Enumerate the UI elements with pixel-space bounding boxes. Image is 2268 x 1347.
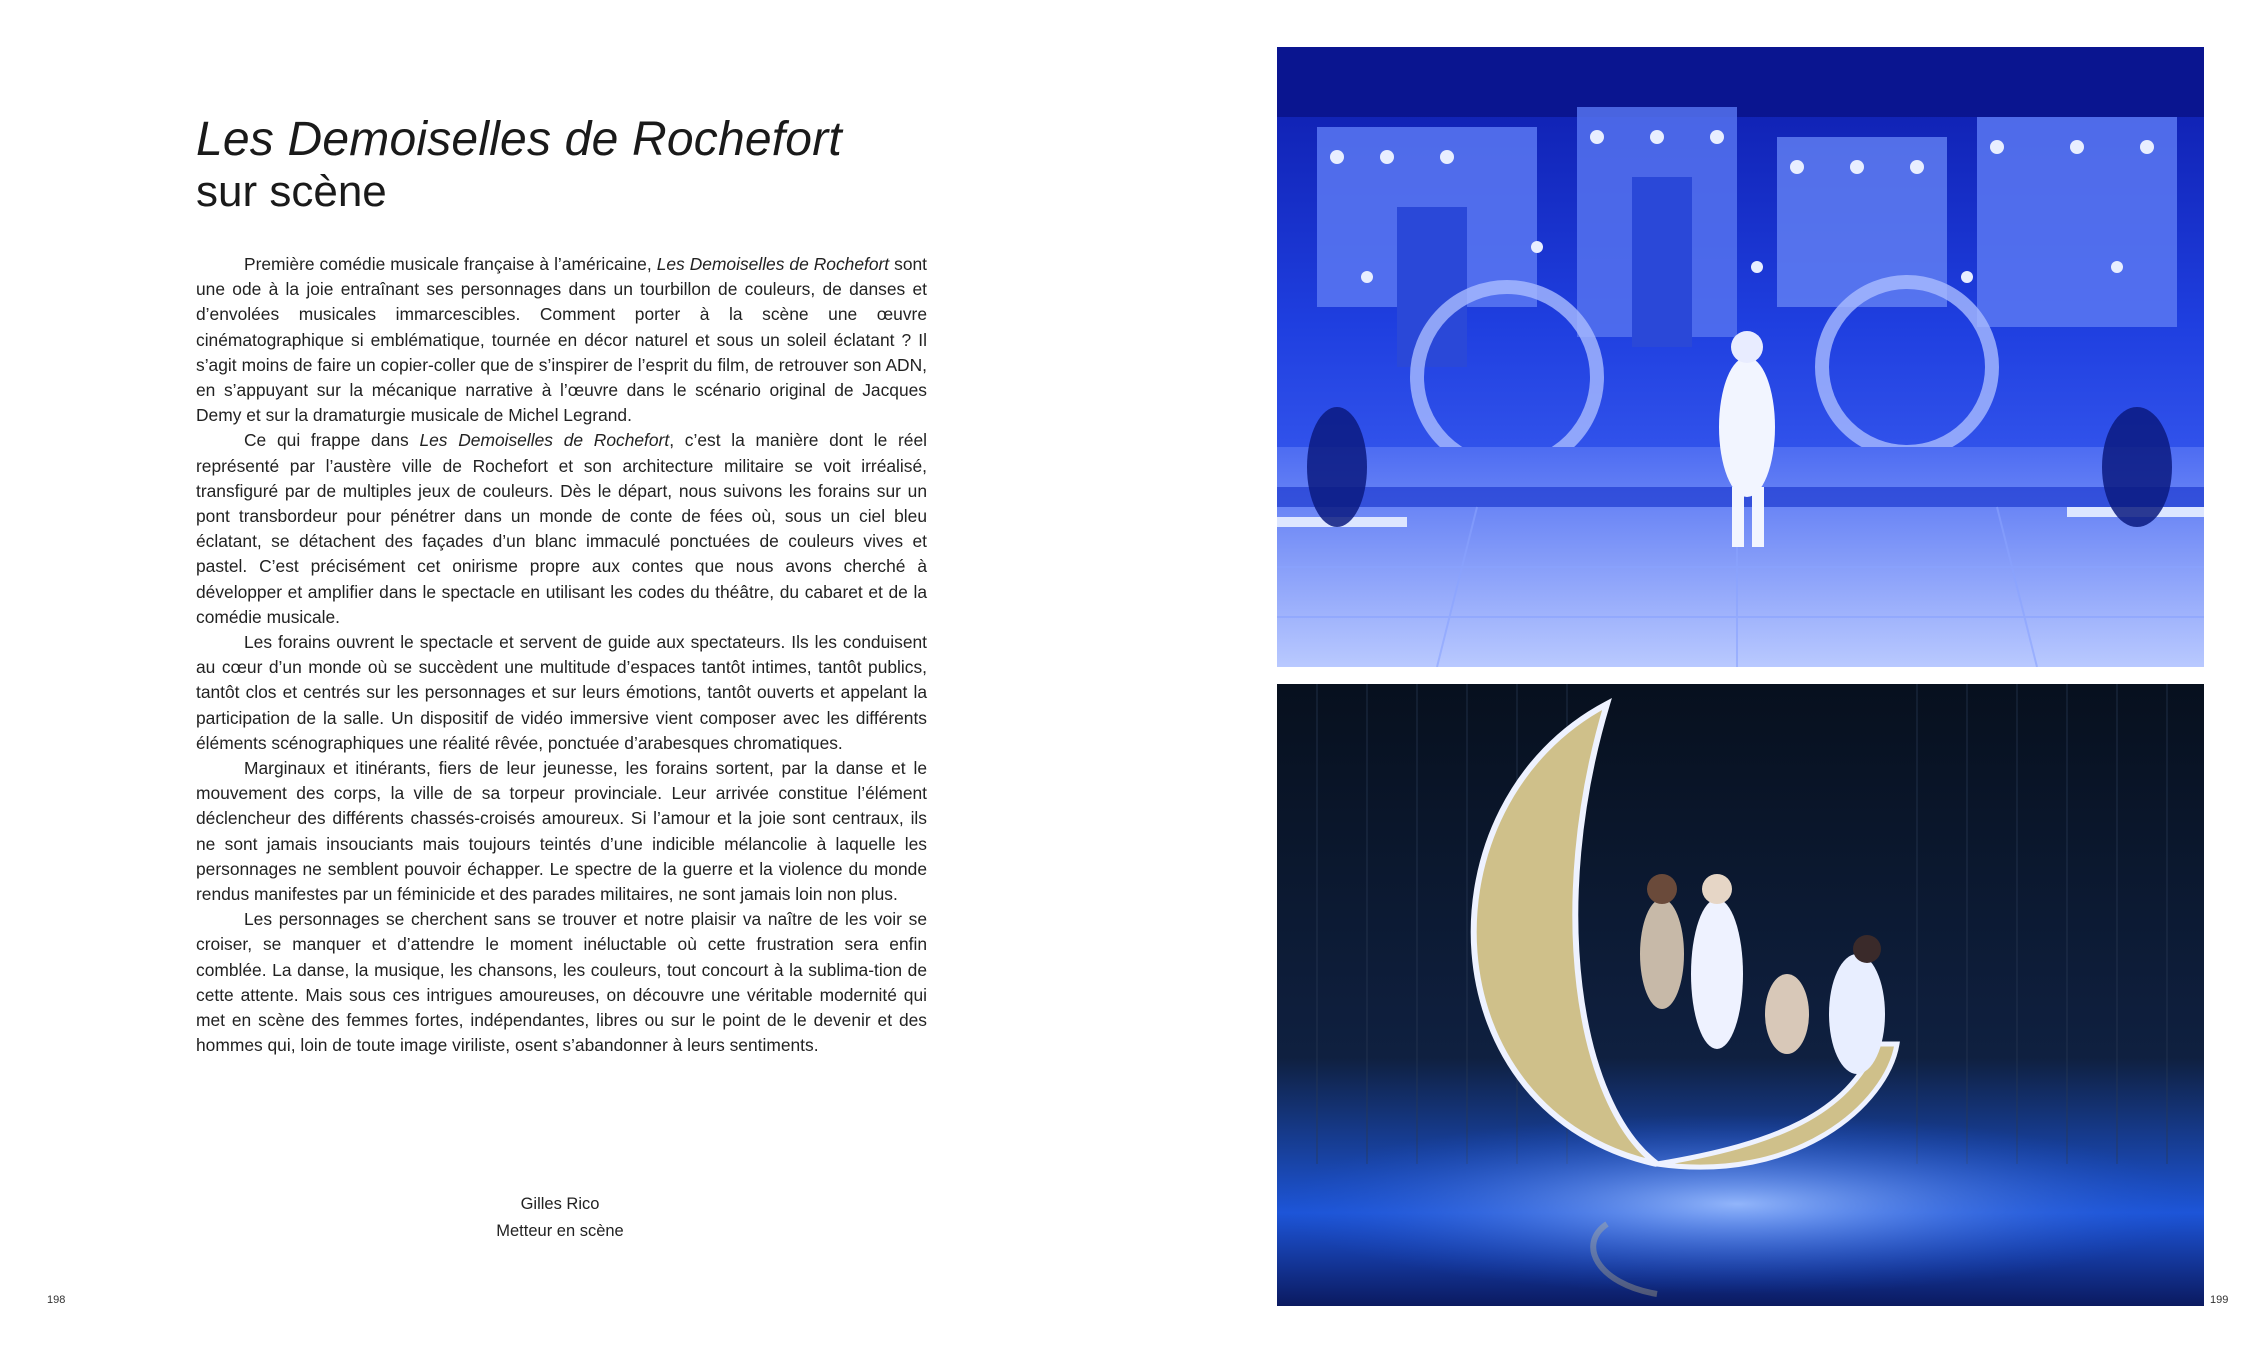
stage-set-image [1277, 47, 2204, 667]
text-run: Les forains ouvrent le spectacle et servent de guide aux spectateurs. Ils les conduisent au cœur d’un monde où se succèdent une multitude d’espaces tantôt intimes, tantôt publics, tantôt clos et centrés sur les personnages et sur leurs émotions, tantôt ouverts et appelant la participation de la salle. Un dispositif de vidéo immersive vient composer avec les différents éléments scénographiques une réalité rêvée, ponctuée d’arabesques chromatiques. [196, 632, 927, 753]
paragraph-4 [196, 756, 927, 907]
title-italic: Les Demoiselles de Rochefort [196, 113, 842, 166]
italic-title-reference: Les Demoiselles de Rochefort [656, 254, 890, 274]
author-name: Gilles Rico [520, 1195, 600, 1213]
paragraph-1 [196, 252, 927, 428]
text-run: Première comédie musicale française à l’américaine, [244, 254, 657, 274]
article-body [196, 252, 927, 1059]
title-subtitle: sur scène [196, 167, 387, 216]
text-run: Marginaux et itinérants, fiers de leur jeunesse, les forains sortent, par la danse et le mouvement des corps, la ville de sa torpeur provinciale. Leur arrivée constitue l’élément déclencheur des différents chassés-croisés amoureux. Si l’amour et la joie sont centraux, ils ne sont jamais insouciants mais toujours teintés d’une indicible mélancolie à laquelle les personnages ne semblent pouvoir échapper. Le spectre de la guerre et la violence du monde rendus manifestes par un féminicide et des parades militaires, ne sont jamais loin non plus. [196, 758, 927, 905]
italic-title-reference: Les Demoiselles de Rochefort [419, 430, 670, 451]
text-run: Les personnages se cherchent sans se trouver et notre plaisir va naître de les voir se croiser, se manquer et d’attendre le moment inéluctable où cette frustration sera enfin comblée. La danse, la musique, les chansons, les couleurs, tout concourt à la sublima-tion de cette attente. Mais sous ces intrigues amoureuses, on découvre une véritable modernité qui met en scène des femmes fortes, indépendantes, libres ou sur le point de le devenir et des hommes qui, loin de toute image viriliste, osent s’abandonner à leurs sentiments. [196, 909, 927, 1056]
stage-photo-top [1277, 47, 2204, 667]
crescent-moon-image [1277, 684, 2204, 1306]
stage-photo-bottom [1277, 684, 2204, 1306]
text-run: Ce qui frappe dans [244, 430, 420, 451]
text-run: , c’est la manière dont le réel représenté par l’austère ville de Rochefort et son architecture militaire se voit irréalisé, transfiguré par de multiples jeux de couleurs. Dès le départ, nous suivons les forains sur un pont transbordeur pour pénétrer dans un monde de conte de fées où, sous un ciel bleu éclatant, se détachent des façades d’un blanc immaculé ponctuées de couleurs vives et pastel. C’est précisément cet onirisme propre aux contes que nous avons cherché à développer et amplifier dans le spectacle en utilisant les codes du théâtre, du cabaret et de la comédie musicale. [196, 430, 927, 627]
paragraph-3 [196, 630, 927, 756]
author-role: Metteur en scène [496, 1222, 624, 1240]
page-number-left: 198 [47, 1294, 66, 1306]
text-run: sont une ode à la joie entraînant ses personnages dans un tourbillon de couleurs, de danses et d’envolées musicales immarcescibles. Comment porter à la scène une œuvre cinématographique si emblématique, tournée en décor naturel et sous un soleil éclatant ? Il s’agit moins de faire un copier-coller que de s’inspirer de l’esprit du film, de retrouver son ADN, en s’appuyant sur la mécanique narrative à l’œuvre dans le scénario original de Jacques Demy et sur la dramaturgie musicale de Michel Legrand. [196, 254, 927, 426]
paragraph-2 [196, 428, 927, 630]
page-number-right: 199 [2210, 1294, 2229, 1306]
paragraph-5 [196, 907, 927, 1058]
page-title [196, 114, 976, 218]
